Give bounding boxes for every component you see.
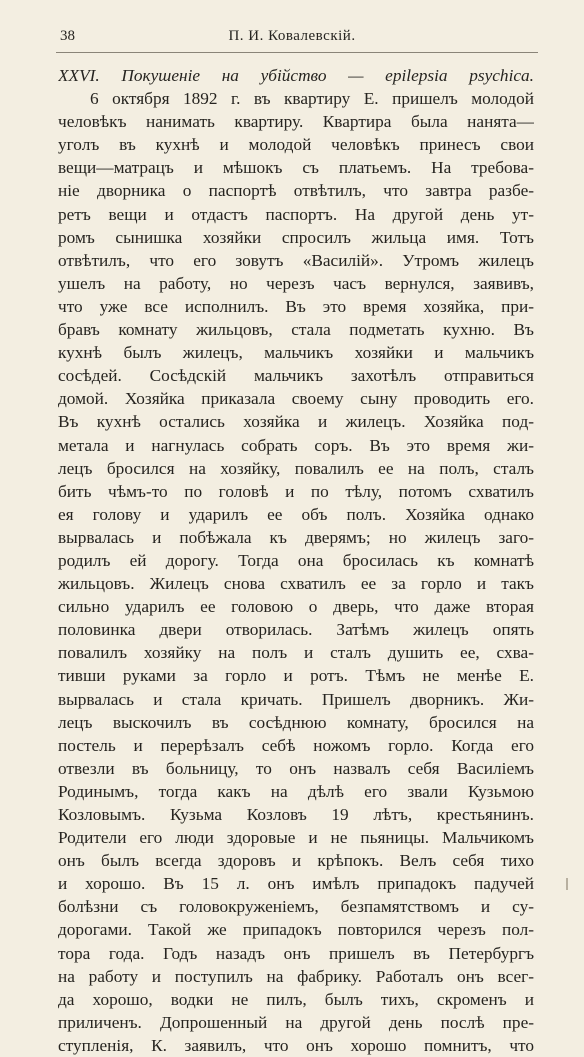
- text-line: тора года. Годъ назадъ онъ пришелъ въ Петербургъ: [58, 943, 534, 963]
- text-line: бравъ комнату жильцовъ, стала подметать кухню. Въ: [58, 320, 534, 340]
- text-line: лецъ выскочилъ въ сосѣднюю комнату, бросился на: [58, 712, 534, 732]
- text-line: вырвалась и стала кричать. Пришелъ дворникъ. Жи-: [58, 689, 534, 709]
- text-line: Родители его люди здоровые и не пьяницы. Мальчикомъ: [58, 828, 534, 848]
- text-line: жильцовъ. Жилецъ снова схватилъ ее за горло и такъ: [58, 574, 534, 594]
- text-line: вещи—матрацъ и мѣшокъ съ платьемъ. На требова-: [58, 158, 534, 178]
- text-line: Родинымъ, тогда какъ на дѣлѣ его звали Кузьмою: [58, 781, 534, 801]
- text-line: ея голову и ударилъ ее объ полъ. Хозяйка однако: [58, 504, 534, 524]
- page-number: 38: [60, 28, 75, 44]
- text-line: метала и нагнулась собрать соръ. Въ это время жи-: [58, 435, 534, 455]
- text-line: отвѣтилъ, что его зовутъ «Василій». Утромъ жилецъ: [58, 250, 534, 270]
- text-line: ретъ вещи и отдастъ паспортъ. На другой день ут-: [58, 204, 534, 224]
- text-line: 6 октября 1892 г. въ квартиру Е. пришелъ молодой: [90, 89, 534, 109]
- text-line: сильно ударилъ ее головою о дверь, что даже вторая: [58, 597, 534, 617]
- running-head: П. И. Ковалевскій.: [228, 28, 356, 44]
- text-line: уголъ въ кухнѣ и молодой человѣкъ принесъ свои: [58, 135, 534, 155]
- text-line: болѣзни съ головокруженіемъ, безпамятствомъ и су-: [58, 897, 534, 917]
- text-line: повалилъ хозяйку на полъ и сталъ душить ее, схва-: [58, 643, 534, 663]
- text-line: ніе дворника о паспортѣ отвѣтилъ, что завтра разбе-: [58, 181, 534, 201]
- body-text: [58, 64, 534, 1057]
- page-header: [56, 28, 528, 50]
- text-line: постель и перерѣзалъ себѣ ножомъ горло. Когда его: [58, 735, 534, 755]
- text-line: бить чѣмъ-то по головѣ и по тѣлу, потомъ схватилъ: [58, 481, 534, 501]
- text-line: приличенъ. Допрошенный на другой день послѣ пре-: [58, 1012, 534, 1032]
- text-line: ушелъ на работу, но черезъ часъ вернулся, заявивъ,: [58, 273, 534, 293]
- text-line: Въ кухнѣ остались хозяйка и жилецъ. Хозяйка под-: [58, 412, 534, 432]
- text-line: человѣкъ нанимать квартиру. Квартира была нанята—: [58, 112, 534, 132]
- text-line: ромъ сынишка хозяйки спросилъ жильца имя. Тотъ: [58, 227, 534, 247]
- text-line: кухнѣ былъ жилецъ, мальчикъ хозяйки и мальчикъ: [58, 343, 534, 363]
- text-line: онъ былъ всегда здоровъ и крѣпокъ. Велъ себя тихо: [58, 851, 534, 871]
- text-line: лецъ бросился на хозяйку, повалилъ ее на полъ, сталъ: [58, 458, 534, 478]
- margin-mark: [566, 878, 568, 890]
- text-line: сосѣдей. Сосѣдскій мальчикъ захотѣлъ отправиться: [58, 366, 534, 386]
- text-line: домой. Хозяйка приказала своему сыну проводить его.: [58, 389, 534, 409]
- section-title: XXVI. Покушеніе на убійство — epilepsia psychica.: [58, 66, 534, 85]
- text-line: и хорошо. Въ 15 л. онъ имѣлъ припадокъ падучей: [58, 874, 534, 894]
- text-line: тивши руками за горло и ротъ. Тѣмъ не менѣе Е.: [58, 666, 534, 686]
- text-line: вырвалась и побѣжала къ дверямъ; но жилецъ заго-: [58, 527, 534, 547]
- text-line: Козловымъ. Кузьма Козловъ 19 лѣтъ, крестьянинъ.: [58, 805, 534, 824]
- text-line: отвезли въ больницу, то онъ назвалъ себя Василіемъ: [58, 758, 534, 778]
- text-line: что уже все исполнилъ. Въ это время хозяйка, при-: [58, 296, 534, 316]
- text-line: да хорошо, водки не пилъ, былъ тихъ, скроменъ и: [58, 989, 534, 1009]
- text-line: родилъ ей дорогу. Тогда она бросилась къ комнатѣ: [58, 550, 534, 570]
- text-line: ступленія, К. заявилъ, что онъ хорошо помнитъ, что: [58, 1035, 534, 1055]
- text-line: дорогами. Такой же припадокъ повторился черезъ пол-: [58, 920, 534, 940]
- text-line: на работу и поступилъ на фабрику. Работалъ онъ всег-: [58, 966, 534, 986]
- header-rule: [56, 52, 538, 53]
- text-line: половинка двери отворилась. Затѣмъ жилецъ опять: [58, 620, 534, 640]
